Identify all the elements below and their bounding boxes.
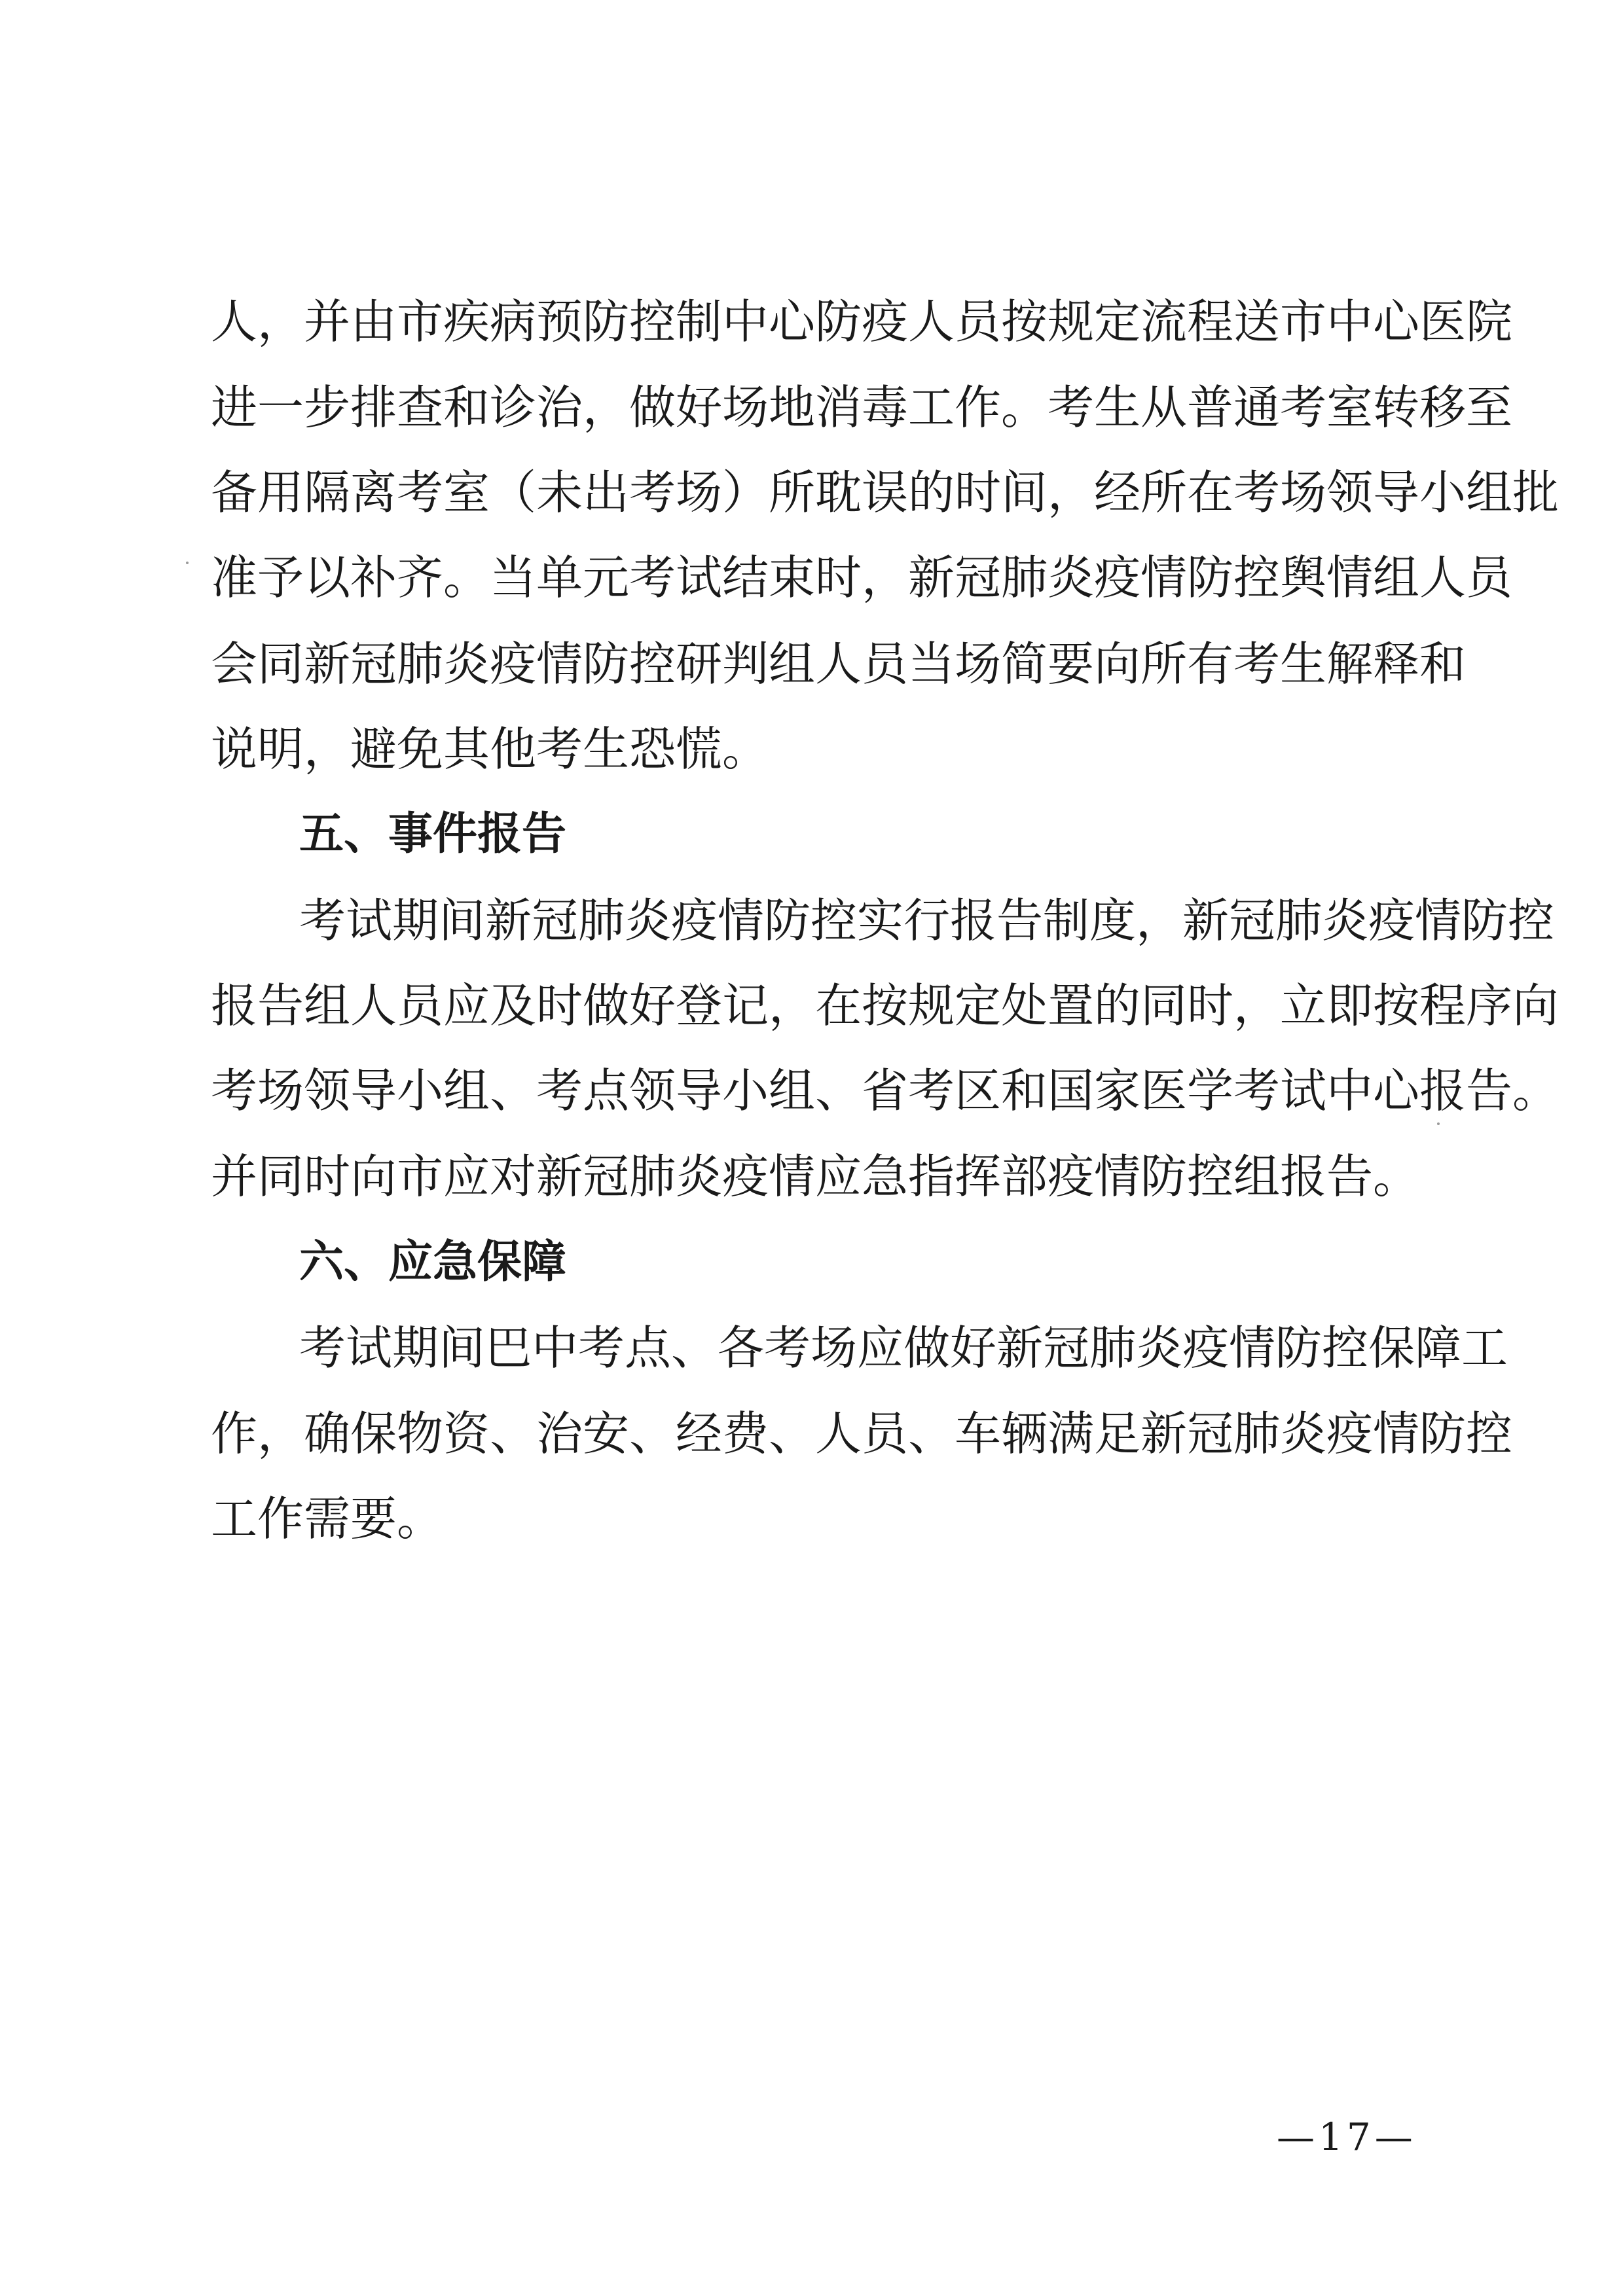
body-text-line: 备用隔离考室（未出考场）所耽误的时间，经所在考场领导小组批 [211,465,1559,520]
body-text-line: 工作需要。 [211,1492,444,1546]
body-text-line: 并同时向市应对新冠肺炎疫情应急指挥部疫情防控组报告。 [211,1149,1420,1204]
body-text-line: 报告组人员应及时做好登记，在按规定处置的同时，立即按程序向 [211,978,1559,1033]
body-text-line: 考场领导小组、考点领导小组、省考区和国家医学考试中心报告。 [211,1064,1559,1118]
body-text-line: 考试期间新冠肺炎疫情防控实行报告制度，新冠肺炎疫情防控 [299,893,1555,948]
scan-speck [1437,1122,1440,1125]
section-heading-event-report: 五、事件报告 [299,808,567,860]
body-text-line: 人，并由市疾病预防控制中心防疫人员按规定流程送市中心医院 [211,295,1513,349]
scan-speck [186,562,189,564]
body-text-line: 说明，避免其他考生恐慌。 [211,722,769,776]
body-text-line: 进一步排查和诊治，做好场地消毒工作。考生从普通考室转移至 [211,380,1513,435]
body-text-line: 作，确保物资、治安、经费、人员、车辆满足新冠肺炎疫情防控 [211,1407,1513,1461]
body-text-line: 会同新冠肺炎疫情防控研判组人员当场简要向所有考生解释和 [211,637,1467,691]
body-text-line: 准予以补齐。当单元考试结束时，新冠肺炎疫情防控舆情组人员 [211,550,1513,605]
section-heading-emergency-support: 六、应急保障 [299,1236,567,1288]
body-text-line: 考试期间巴中考点、各考场应做好新冠肺炎疫情防控保障工 [299,1321,1508,1375]
page-number: —17— [1277,2115,1417,2159]
